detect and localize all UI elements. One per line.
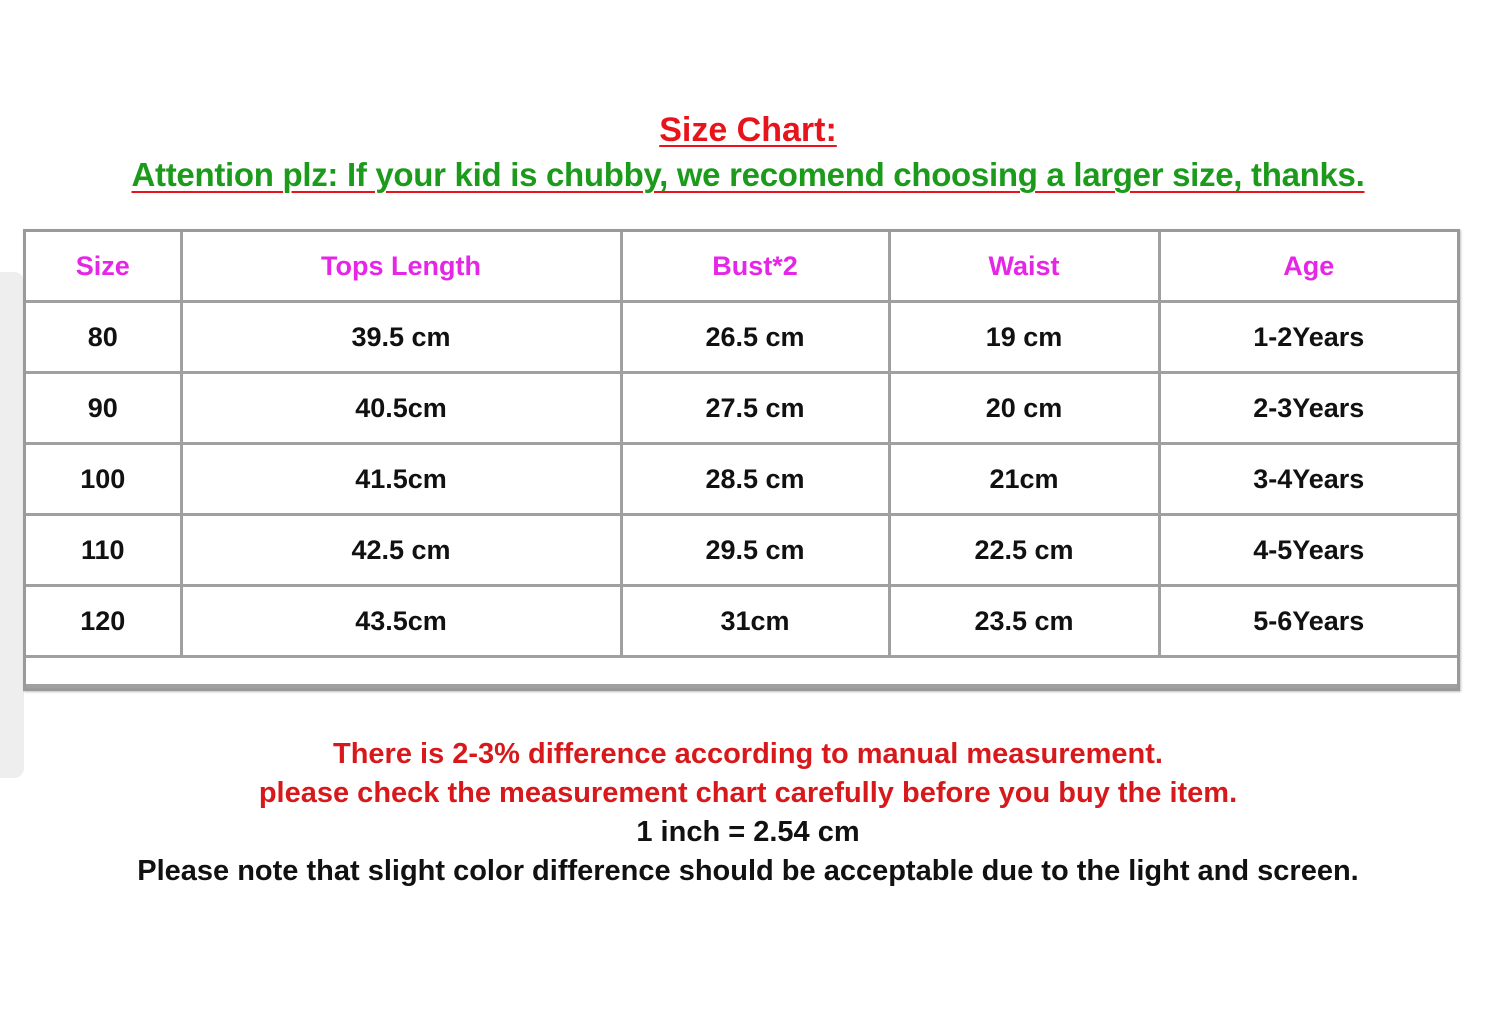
table-header-row	[26, 232, 1457, 302]
measurement-difference-note: There is 2-3% difference according to manual measurement.	[333, 738, 1163, 770]
cell-size: 100	[26, 444, 181, 515]
cell-waist: 20 cm	[889, 373, 1159, 444]
cell-size: 110	[26, 515, 181, 586]
cell-size: 90	[26, 373, 181, 444]
table-row	[26, 515, 1457, 586]
inch-conversion-note: 1 inch = 2.54 cm	[636, 816, 860, 848]
color-difference-note: Please note that slight color difference should be acceptable due to the light and screen.	[137, 855, 1359, 887]
side-panel-tab	[0, 272, 24, 778]
cell-tops-length: 39.5 cm	[181, 302, 621, 373]
table-row	[26, 586, 1457, 657]
column-header-bust: Bust*2	[621, 232, 889, 302]
column-header-waist: Waist	[889, 232, 1159, 302]
cell-bust: 26.5 cm	[621, 302, 889, 373]
cell-waist: 21cm	[889, 444, 1159, 515]
table-row	[26, 373, 1457, 444]
column-header-size: Size	[26, 232, 181, 302]
cell-tops-length: 41.5cm	[181, 444, 621, 515]
cell-waist: 22.5 cm	[889, 515, 1159, 586]
cell-bust: 31cm	[621, 586, 889, 657]
cell-tops-length: 43.5cm	[181, 586, 621, 657]
cell-size: 80	[26, 302, 181, 373]
cell-age: 4-5Years	[1159, 515, 1457, 586]
check-chart-note: please check the measurement chart carefully before you buy the item.	[258, 777, 1238, 809]
cell-size: 120	[26, 586, 181, 657]
table-row	[26, 444, 1457, 515]
table-row	[26, 302, 1457, 373]
cell-waist: 19 cm	[889, 302, 1159, 373]
table-bottom-border	[26, 684, 1457, 688]
cell-bust: 27.5 cm	[621, 373, 889, 444]
cell-waist: 23.5 cm	[889, 586, 1159, 657]
cell-age: 5-6Years	[1159, 586, 1457, 657]
column-header-age: Age	[1159, 232, 1457, 302]
cell-age: 2-3Years	[1159, 373, 1457, 444]
cell-age: 1-2Years	[1159, 302, 1457, 373]
cell-tops-length: 42.5 cm	[181, 515, 621, 586]
column-header-tops-length: Tops Length	[181, 232, 621, 302]
size-chart-title: Size Chart:	[659, 111, 837, 149]
attention-note: Attention plz: If your kid is chubby, we recomend choosing a larger size, thanks.	[131, 156, 1365, 193]
cell-bust: 28.5 cm	[621, 444, 889, 515]
size-table	[23, 229, 1460, 691]
cell-age: 3-4Years	[1159, 444, 1457, 515]
cell-tops-length: 40.5cm	[181, 373, 621, 444]
cell-bust: 29.5 cm	[621, 515, 889, 586]
